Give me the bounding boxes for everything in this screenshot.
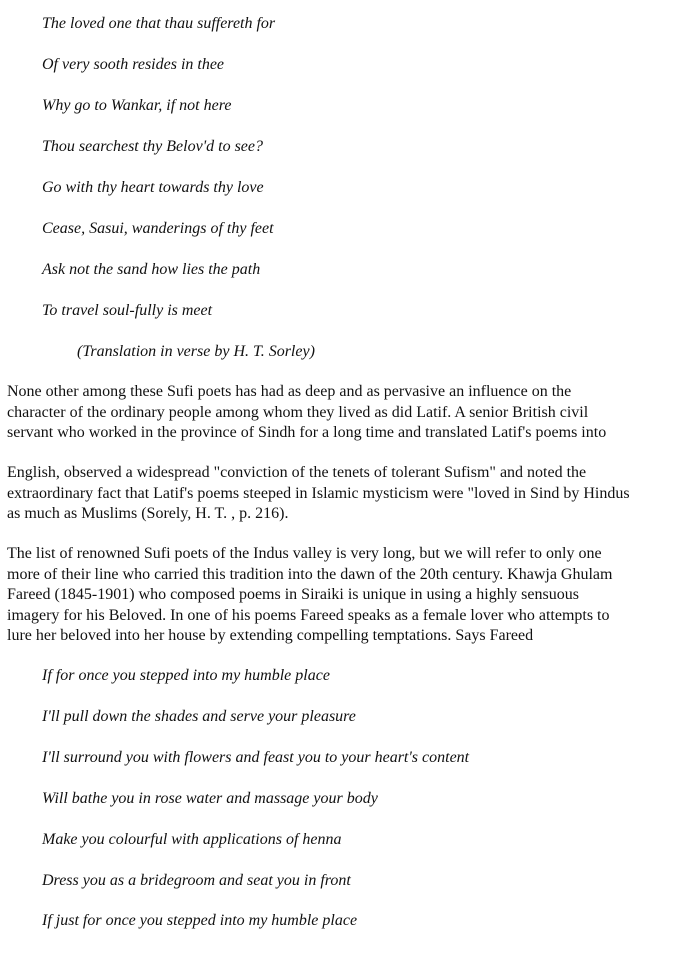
verse-line: Ask not the sand how lies the path (42, 261, 261, 278)
paragraph-line: character of the ordinary people among whom they lived as did Latif. A senior British civil (7, 403, 589, 421)
paragraph-line: extraordinary fact that Latif's poems steeped in Islamic mysticism were "loved in Sind by Hindus (7, 484, 630, 502)
verse-line: I'll surround you with flowers and feast you to your heart's content (42, 749, 470, 766)
paragraph-line: English, observed a widespread "conviction of the tenets of tolerant Sufism" and noted the (7, 464, 587, 481)
verse-line: Make you colourful with applications of henna (42, 831, 342, 848)
verse-line: The loved one that thau suffereth for (42, 15, 276, 32)
body-paragraph (7, 463, 697, 525)
paragraph-line: Fareed (1845-1901) who composed poems in Siraiki is unique in using a highly sensuous (7, 586, 579, 603)
verse-line: If just for once you stepped into my humble place (42, 912, 358, 929)
verse-line: To travel soul-fully is meet (42, 302, 213, 319)
paragraph-line: lure her beloved into her house by extending compelling temptations. Says Fareed (7, 627, 534, 644)
verse-line: Of very sooth resides in thee (42, 56, 225, 73)
verse-line: Cease, Sasui, wanderings of thy feet (42, 220, 274, 237)
paragraph-line: The list of renowned Sufi poets of the Indus valley is very long, but we will refer to only one (7, 545, 602, 562)
paragraph-line: None other among these Sufi poets has had as deep and as pervasive an influence on the (7, 383, 572, 400)
verse-line: Dress you as a bridegroom and seat you in front (42, 872, 351, 889)
verse-line: If for once you stepped into my humble place (42, 667, 330, 684)
paragraph-line: imagery for his Beloved. In one of his poems Fareed speaks as a female lover who attempts to (7, 606, 610, 624)
body-paragraph (7, 382, 697, 444)
paragraph-line: servant who worked in the province of Sindh for a long time and translated Latif's poems into (7, 424, 607, 441)
paragraph-line: more of their line who carried this tradition into the dawn of the 20th century. Khawja Ghulam (7, 565, 613, 583)
verse-line: Thou searchest thy Belov'd to see? (42, 138, 263, 155)
body-paragraph (7, 544, 697, 647)
verse-line: Go with thy heart towards thy love (42, 179, 264, 196)
verse-line: Will bathe you in rose water and massage your body (42, 790, 378, 807)
verse-line: Why go to Wankar, if not here (42, 97, 232, 114)
paragraph-line: as much as Muslims (Sorely, H. T. , p. 216). (7, 505, 289, 522)
verse-line: I'll pull down the shades and serve your pleasure (42, 708, 356, 725)
translation-attribution: (Translation in verse by H. T. Sorley) (77, 343, 315, 360)
